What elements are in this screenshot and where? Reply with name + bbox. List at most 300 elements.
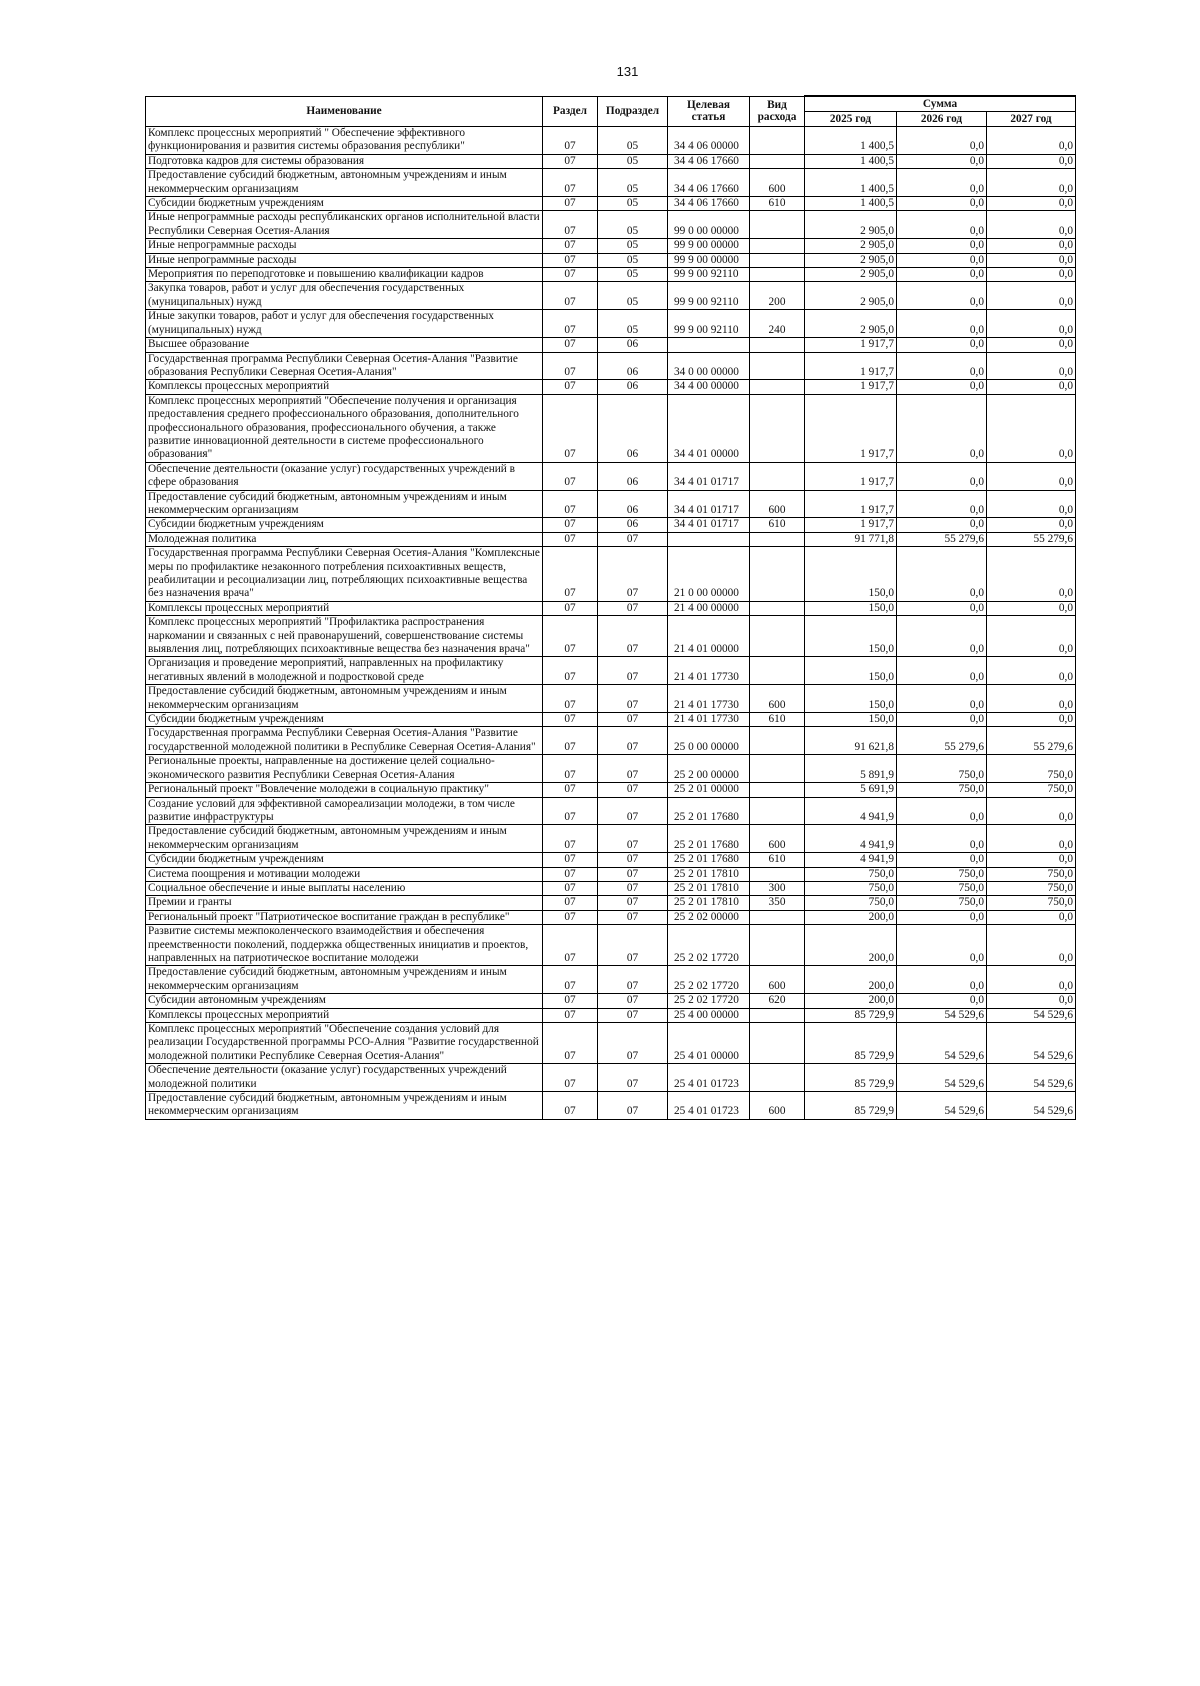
amount-2025-cell: 150,0 xyxy=(805,713,897,727)
podrazdel-cell: 07 xyxy=(598,896,668,910)
podrazdel-cell: 07 xyxy=(598,783,668,797)
podrazdel-cell: 07 xyxy=(598,755,668,783)
podrazdel-cell: 07 xyxy=(598,657,668,685)
vid-cell xyxy=(750,867,805,881)
razdel-cell: 07 xyxy=(543,601,598,615)
podrazdel-cell: 05 xyxy=(598,127,668,155)
podrazdel-cell: 07 xyxy=(598,727,668,755)
podrazdel-cell: 05 xyxy=(598,282,668,310)
target-cell: 25 2 01 17810 xyxy=(668,867,750,881)
amount-2025-cell: 4 941,9 xyxy=(805,853,897,867)
vid-cell xyxy=(750,797,805,825)
podrazdel-cell: 07 xyxy=(598,532,668,546)
amount-2025-cell: 2 905,0 xyxy=(805,239,897,253)
table-row xyxy=(146,239,1076,253)
razdel-cell: 07 xyxy=(543,282,598,310)
podrazdel-cell: 07 xyxy=(598,853,668,867)
amount-2026-cell: 0,0 xyxy=(897,282,987,310)
amount-2027-cell: 0,0 xyxy=(987,713,1076,727)
podrazdel-cell: 07 xyxy=(598,685,668,713)
amount-2025-cell: 85 729,9 xyxy=(805,1064,897,1092)
name-cell: Предоставление субсидий бюджетным, автономным учреждениям и иным некоммерческим организациям xyxy=(146,825,543,853)
amount-2026-cell: 750,0 xyxy=(897,881,987,895)
razdel-cell: 07 xyxy=(543,211,598,239)
col-header-2027: 2027 год xyxy=(987,112,1076,127)
target-cell: 25 2 01 17680 xyxy=(668,825,750,853)
podrazdel-cell: 05 xyxy=(598,211,668,239)
amount-2026-cell: 0,0 xyxy=(897,685,987,713)
vid-cell: 610 xyxy=(750,713,805,727)
name-cell: Высшее образование xyxy=(146,338,543,352)
table-row xyxy=(146,1092,1076,1120)
amount-2026-cell: 750,0 xyxy=(897,867,987,881)
amount-2025-cell: 5 891,9 xyxy=(805,755,897,783)
amount-2026-cell: 0,0 xyxy=(897,713,987,727)
podrazdel-cell: 06 xyxy=(598,462,668,490)
table-row xyxy=(146,755,1076,783)
amount-2026-cell: 0,0 xyxy=(897,154,987,168)
amount-2025-cell: 1 400,5 xyxy=(805,127,897,155)
table-row xyxy=(146,853,1076,867)
target-cell: 21 4 00 00000 xyxy=(668,601,750,615)
name-cell: Комплекс процессных мероприятий " Обеспечение эффективного функционирования и развития системы образования республики" xyxy=(146,127,543,155)
razdel-cell: 07 xyxy=(543,713,598,727)
amount-2025-cell: 200,0 xyxy=(805,966,897,994)
amount-2027-cell: 0,0 xyxy=(987,239,1076,253)
amount-2027-cell: 0,0 xyxy=(987,490,1076,518)
amount-2026-cell: 0,0 xyxy=(897,127,987,155)
amount-2026-cell: 750,0 xyxy=(897,755,987,783)
podrazdel-cell: 06 xyxy=(598,490,668,518)
razdel-cell: 07 xyxy=(543,1092,598,1120)
vid-cell xyxy=(750,910,805,924)
target-cell: 34 4 01 01717 xyxy=(668,462,750,490)
name-cell: Предоставление субсидий бюджетным, автономным учреждениям и иным некоммерческим организациям xyxy=(146,685,543,713)
razdel-cell: 07 xyxy=(543,490,598,518)
name-cell: Государственная программа Республики Северная Осетия-Алания "Развитие государственной молодежной политики в Республике Северная Осетия-Алания" xyxy=(146,727,543,755)
amount-2027-cell: 0,0 xyxy=(987,601,1076,615)
table-row xyxy=(146,966,1076,994)
target-cell: 99 9 00 92110 xyxy=(668,282,750,310)
amount-2027-cell: 54 529,6 xyxy=(987,1008,1076,1022)
vid-cell: 600 xyxy=(750,169,805,197)
name-cell: Иные непрограммные расходы xyxy=(146,253,543,267)
razdel-cell: 07 xyxy=(543,825,598,853)
name-cell: Региональные проекты, направленные на достижение целей социально-экономического развития Республики Северная Осетия-Алания xyxy=(146,755,543,783)
amount-2025-cell: 4 941,9 xyxy=(805,797,897,825)
amount-2025-cell: 200,0 xyxy=(805,994,897,1008)
podrazdel-cell: 07 xyxy=(598,1064,668,1092)
vid-cell: 600 xyxy=(750,966,805,994)
target-cell: 99 0 00 00000 xyxy=(668,211,750,239)
vid-cell: 600 xyxy=(750,825,805,853)
amount-2026-cell: 0,0 xyxy=(897,490,987,518)
amount-2027-cell: 0,0 xyxy=(987,310,1076,338)
amount-2025-cell: 1 917,7 xyxy=(805,490,897,518)
amount-2025-cell: 150,0 xyxy=(805,616,897,657)
vid-cell: 610 xyxy=(750,518,805,532)
col-header-2025: 2025 год xyxy=(805,112,897,127)
table-row xyxy=(146,685,1076,713)
target-cell: 34 4 06 00000 xyxy=(668,127,750,155)
vid-cell: 610 xyxy=(750,853,805,867)
name-cell: Субсидии бюджетным учреждениям xyxy=(146,518,543,532)
col-header-target: Целевая статья xyxy=(668,96,750,127)
vid-cell xyxy=(750,154,805,168)
amount-2027-cell: 0,0 xyxy=(987,253,1076,267)
name-cell: Комплексы процессных мероприятий xyxy=(146,1008,543,1022)
vid-cell xyxy=(750,239,805,253)
amount-2026-cell: 0,0 xyxy=(897,518,987,532)
vid-cell xyxy=(750,338,805,352)
vid-cell xyxy=(750,547,805,602)
vid-cell xyxy=(750,601,805,615)
amount-2026-cell: 0,0 xyxy=(897,239,987,253)
col-header-name: Наименование xyxy=(146,96,543,127)
target-cell: 99 9 00 92110 xyxy=(668,268,750,282)
amount-2026-cell: 750,0 xyxy=(897,783,987,797)
table-row xyxy=(146,910,1076,924)
amount-2027-cell: 0,0 xyxy=(987,169,1076,197)
razdel-cell: 07 xyxy=(543,394,598,462)
razdel-cell: 07 xyxy=(543,197,598,211)
target-cell: 34 4 06 17660 xyxy=(668,154,750,168)
amount-2026-cell: 0,0 xyxy=(897,462,987,490)
amount-2027-cell: 750,0 xyxy=(987,783,1076,797)
name-cell: Субсидии бюджетным учреждениям xyxy=(146,713,543,727)
amount-2027-cell: 0,0 xyxy=(987,853,1076,867)
vid-cell xyxy=(750,394,805,462)
target-cell: 25 2 02 17720 xyxy=(668,925,750,966)
razdel-cell: 07 xyxy=(543,380,598,394)
razdel-cell: 07 xyxy=(543,169,598,197)
table-row xyxy=(146,127,1076,155)
razdel-cell: 07 xyxy=(543,910,598,924)
table-row xyxy=(146,338,1076,352)
amount-2025-cell: 85 729,9 xyxy=(805,1008,897,1022)
target-cell: 21 4 01 17730 xyxy=(668,685,750,713)
razdel-cell: 07 xyxy=(543,154,598,168)
vid-cell: 300 xyxy=(750,881,805,895)
razdel-cell: 07 xyxy=(543,253,598,267)
name-cell: Предоставление субсидий бюджетным, автономным учреждениям и иным некоммерческим организациям xyxy=(146,169,543,197)
razdel-cell: 07 xyxy=(543,518,598,532)
table-row xyxy=(146,1064,1076,1092)
vid-cell xyxy=(750,925,805,966)
name-cell: Комплекс процессных мероприятий "Обеспечение получения и организация предоставления среднего профессионального образования, дополнительного профессионального образования, профессионального обучения, а также развитие инновационной деятельности в системе профессионального образования" xyxy=(146,394,543,462)
podrazdel-cell: 06 xyxy=(598,380,668,394)
amount-2027-cell: 0,0 xyxy=(987,394,1076,462)
amount-2025-cell: 750,0 xyxy=(805,881,897,895)
razdel-cell: 07 xyxy=(543,797,598,825)
amount-2026-cell: 0,0 xyxy=(897,825,987,853)
table-row xyxy=(146,925,1076,966)
target-cell: 99 9 00 00000 xyxy=(668,239,750,253)
amount-2025-cell: 150,0 xyxy=(805,685,897,713)
amount-2026-cell: 0,0 xyxy=(897,616,987,657)
target-cell: 34 4 01 00000 xyxy=(668,394,750,462)
amount-2026-cell: 54 529,6 xyxy=(897,1023,987,1064)
amount-2027-cell: 0,0 xyxy=(987,797,1076,825)
amount-2026-cell: 0,0 xyxy=(897,394,987,462)
amount-2027-cell: 0,0 xyxy=(987,518,1076,532)
amount-2025-cell: 1 917,7 xyxy=(805,518,897,532)
amount-2025-cell: 200,0 xyxy=(805,925,897,966)
name-cell: Молодежная политика xyxy=(146,532,543,546)
col-header-summa: Сумма xyxy=(805,96,1076,112)
amount-2027-cell: 0,0 xyxy=(987,380,1076,394)
target-cell: 34 4 06 17660 xyxy=(668,197,750,211)
name-cell: Комплекс процессных мероприятий "Обеспечение создания условий для реализации Государственной программы РСО-Алния "Развитие государственной молодежной политики Республике Северная Осетия-Алания" xyxy=(146,1023,543,1064)
amount-2026-cell: 0,0 xyxy=(897,994,987,1008)
amount-2027-cell: 0,0 xyxy=(987,338,1076,352)
table-row xyxy=(146,490,1076,518)
vid-cell xyxy=(750,127,805,155)
vid-cell xyxy=(750,380,805,394)
table-row xyxy=(146,727,1076,755)
razdel-cell: 07 xyxy=(543,338,598,352)
name-cell: Предоставление субсидий бюджетным, автономным учреждениям и иным некоммерческим организациям xyxy=(146,966,543,994)
amount-2025-cell: 1 917,7 xyxy=(805,394,897,462)
podrazdel-cell: 05 xyxy=(598,268,668,282)
target-cell: 21 4 01 17730 xyxy=(668,713,750,727)
razdel-cell: 07 xyxy=(543,462,598,490)
vid-cell: 240 xyxy=(750,310,805,338)
name-cell: Иные непрограммные расходы xyxy=(146,239,543,253)
podrazdel-cell: 07 xyxy=(598,910,668,924)
name-cell: Система поощрения и мотивации молодежи xyxy=(146,867,543,881)
podrazdel-cell: 05 xyxy=(598,197,668,211)
podrazdel-cell: 05 xyxy=(598,239,668,253)
table-row xyxy=(146,154,1076,168)
name-cell: Предоставление субсидий бюджетным, автономным учреждениям и иным некоммерческим организациям xyxy=(146,490,543,518)
amount-2027-cell: 0,0 xyxy=(987,211,1076,239)
podrazdel-cell: 06 xyxy=(598,338,668,352)
name-cell: Создание условий для эффективной самореализации молодежи, в том числе развитие инфраструктуры xyxy=(146,797,543,825)
amount-2026-cell: 0,0 xyxy=(897,310,987,338)
vid-cell xyxy=(750,1008,805,1022)
target-cell: 25 2 00 00000 xyxy=(668,755,750,783)
amount-2026-cell: 0,0 xyxy=(897,601,987,615)
amount-2025-cell: 1 917,7 xyxy=(805,462,897,490)
page-number: 131 xyxy=(616,64,639,79)
vid-cell: 620 xyxy=(750,994,805,1008)
vid-cell: 350 xyxy=(750,896,805,910)
vid-cell xyxy=(750,1023,805,1064)
name-cell: Мероприятия по переподготовке и повышению квалификации кадров xyxy=(146,268,543,282)
amount-2027-cell: 0,0 xyxy=(987,127,1076,155)
header-row-top xyxy=(146,96,1076,112)
razdel-cell: 07 xyxy=(543,239,598,253)
amount-2026-cell: 0,0 xyxy=(897,268,987,282)
name-cell: Комплексы процессных мероприятий xyxy=(146,380,543,394)
vid-cell: 600 xyxy=(750,1092,805,1120)
podrazdel-cell: 05 xyxy=(598,154,668,168)
target-cell: 25 2 02 00000 xyxy=(668,910,750,924)
vid-cell: 600 xyxy=(750,490,805,518)
razdel-cell: 07 xyxy=(543,867,598,881)
amount-2027-cell: 0,0 xyxy=(987,825,1076,853)
podrazdel-cell: 07 xyxy=(598,1092,668,1120)
razdel-cell: 07 xyxy=(543,310,598,338)
name-cell: Государственная программа Республики Северная Осетия-Алания "Развитие образования Республики Северная Осетия-Алания" xyxy=(146,352,543,380)
vid-cell xyxy=(750,783,805,797)
table-row xyxy=(146,1023,1076,1064)
amount-2025-cell: 1 917,7 xyxy=(805,352,897,380)
name-cell: Развитие системы межпоколенческого взаимодействия и обеспечения преемственности поколений, поддержка общественных инициатив и проектов, направленных на патриотическое воспитание молодежи xyxy=(146,925,543,966)
amount-2026-cell: 0,0 xyxy=(897,966,987,994)
name-cell: Организация и проведение мероприятий, направленных на профилактику негативных явлений в молодежной и подростковой среде xyxy=(146,657,543,685)
amount-2027-cell: 750,0 xyxy=(987,755,1076,783)
amount-2027-cell: 0,0 xyxy=(987,462,1076,490)
amount-2026-cell: 0,0 xyxy=(897,169,987,197)
razdel-cell: 07 xyxy=(543,994,598,1008)
table-row xyxy=(146,253,1076,267)
target-cell: 99 9 00 92110 xyxy=(668,310,750,338)
vid-cell xyxy=(750,462,805,490)
razdel-cell: 07 xyxy=(543,727,598,755)
razdel-cell: 07 xyxy=(543,127,598,155)
table-row xyxy=(146,282,1076,310)
table-row xyxy=(146,462,1076,490)
amount-2026-cell: 0,0 xyxy=(897,657,987,685)
amount-2026-cell: 55 279,6 xyxy=(897,532,987,546)
vid-cell xyxy=(750,532,805,546)
amount-2027-cell: 0,0 xyxy=(987,154,1076,168)
amount-2025-cell: 2 905,0 xyxy=(805,253,897,267)
razdel-cell: 07 xyxy=(543,896,598,910)
podrazdel-cell: 06 xyxy=(598,352,668,380)
amount-2026-cell: 54 529,6 xyxy=(897,1092,987,1120)
budget-table xyxy=(145,95,1076,1120)
vid-cell: 610 xyxy=(750,197,805,211)
amount-2026-cell: 0,0 xyxy=(897,853,987,867)
amount-2027-cell: 54 529,6 xyxy=(987,1064,1076,1092)
razdel-cell: 07 xyxy=(543,352,598,380)
amount-2025-cell: 85 729,9 xyxy=(805,1023,897,1064)
vid-cell xyxy=(750,253,805,267)
podrazdel-cell: 07 xyxy=(598,713,668,727)
table-row xyxy=(146,657,1076,685)
razdel-cell: 07 xyxy=(543,1008,598,1022)
target-cell: 34 0 00 00000 xyxy=(668,352,750,380)
amount-2025-cell: 1 400,5 xyxy=(805,169,897,197)
amount-2025-cell: 150,0 xyxy=(805,547,897,602)
vid-cell xyxy=(750,1064,805,1092)
target-cell: 25 2 01 17680 xyxy=(668,797,750,825)
razdel-cell: 07 xyxy=(543,532,598,546)
amount-2025-cell: 91 621,8 xyxy=(805,727,897,755)
name-cell: Социальное обеспечение и иные выплаты населению xyxy=(146,881,543,895)
amount-2026-cell: 54 529,6 xyxy=(897,1008,987,1022)
amount-2025-cell: 2 905,0 xyxy=(805,282,897,310)
razdel-cell: 07 xyxy=(543,966,598,994)
name-cell: Государственная программа Республики Северная Осетия-Алания "Комплексные меры по профилактике незаконного потребления психоактивных веществ, реабилитации и ресоциализации лиц, потребляющих психоактивные вещества без назначения врача" xyxy=(146,547,543,602)
amount-2027-cell: 0,0 xyxy=(987,352,1076,380)
vid-cell xyxy=(750,268,805,282)
vid-cell: 600 xyxy=(750,685,805,713)
podrazdel-cell: 07 xyxy=(598,797,668,825)
amount-2027-cell: 0,0 xyxy=(987,547,1076,602)
name-cell: Субсидии бюджетным учреждениям xyxy=(146,853,543,867)
amount-2025-cell: 91 771,8 xyxy=(805,532,897,546)
table-row xyxy=(146,352,1076,380)
amount-2027-cell: 55 279,6 xyxy=(987,727,1076,755)
podrazdel-cell: 06 xyxy=(598,394,668,462)
name-cell: Субсидии автономным учреждениям xyxy=(146,994,543,1008)
amount-2027-cell: 0,0 xyxy=(987,197,1076,211)
razdel-cell: 07 xyxy=(543,657,598,685)
target-cell: 25 2 01 17810 xyxy=(668,881,750,895)
amount-2027-cell: 0,0 xyxy=(987,282,1076,310)
razdel-cell: 07 xyxy=(543,881,598,895)
amount-2027-cell: 0,0 xyxy=(987,925,1076,966)
vid-cell xyxy=(750,616,805,657)
table-row xyxy=(146,197,1076,211)
vid-cell xyxy=(750,352,805,380)
table-row xyxy=(146,881,1076,895)
vid-cell: 200 xyxy=(750,282,805,310)
table-row xyxy=(146,601,1076,615)
table-row xyxy=(146,268,1076,282)
target-cell: 25 2 02 17720 xyxy=(668,994,750,1008)
col-header-2026: 2026 год xyxy=(897,112,987,127)
target-cell: 25 2 01 17680 xyxy=(668,853,750,867)
target-cell: 25 4 00 00000 xyxy=(668,1008,750,1022)
target-cell: 34 4 06 17660 xyxy=(668,169,750,197)
target-cell: 34 4 00 00000 xyxy=(668,380,750,394)
amount-2025-cell: 750,0 xyxy=(805,867,897,881)
target-cell: 21 4 01 00000 xyxy=(668,616,750,657)
name-cell: Подготовка кадров для системы образования xyxy=(146,154,543,168)
name-cell: Закупка товаров, работ и услуг для обеспечения государственных (муниципальных) нужд xyxy=(146,282,543,310)
table-row xyxy=(146,1008,1076,1022)
razdel-cell: 07 xyxy=(543,925,598,966)
name-cell: Обеспечение деятельности (оказание услуг) государственных учреждений в сфере образования xyxy=(146,462,543,490)
amount-2027-cell: 750,0 xyxy=(987,881,1076,895)
podrazdel-cell: 07 xyxy=(598,881,668,895)
name-cell: Иные непрограммные расходы республиканских органов исполнительной власти Республики Северная Осетия-Алания xyxy=(146,211,543,239)
name-cell: Комплексы процессных мероприятий xyxy=(146,601,543,615)
podrazdel-cell: 07 xyxy=(598,867,668,881)
razdel-cell: 07 xyxy=(543,268,598,282)
amount-2025-cell: 1 400,5 xyxy=(805,197,897,211)
table-row xyxy=(146,394,1076,462)
podrazdel-cell: 05 xyxy=(598,253,668,267)
name-cell: Иные закупки товаров, работ и услуг для обеспечения государственных (муниципальных) нужд xyxy=(146,310,543,338)
table-body xyxy=(146,127,1076,1120)
podrazdel-cell: 07 xyxy=(598,601,668,615)
podrazdel-cell: 07 xyxy=(598,1023,668,1064)
table-row xyxy=(146,713,1076,727)
table-row xyxy=(146,211,1076,239)
amount-2026-cell: 54 529,6 xyxy=(897,1064,987,1092)
amount-2025-cell: 5 691,9 xyxy=(805,783,897,797)
target-cell: 25 4 01 00000 xyxy=(668,1023,750,1064)
amount-2025-cell: 1 400,5 xyxy=(805,154,897,168)
amount-2026-cell: 0,0 xyxy=(897,925,987,966)
vid-cell xyxy=(750,657,805,685)
amount-2025-cell: 4 941,9 xyxy=(805,825,897,853)
target-cell: 34 4 01 01717 xyxy=(668,490,750,518)
table-row xyxy=(146,547,1076,602)
podrazdel-cell: 07 xyxy=(598,925,668,966)
name-cell: Предоставление субсидий бюджетным, автономным учреждениям и иным некоммерческим организациям xyxy=(146,1092,543,1120)
target-cell: 25 4 01 01723 xyxy=(668,1064,750,1092)
amount-2025-cell: 200,0 xyxy=(805,910,897,924)
amount-2026-cell: 0,0 xyxy=(897,352,987,380)
target-cell xyxy=(668,532,750,546)
